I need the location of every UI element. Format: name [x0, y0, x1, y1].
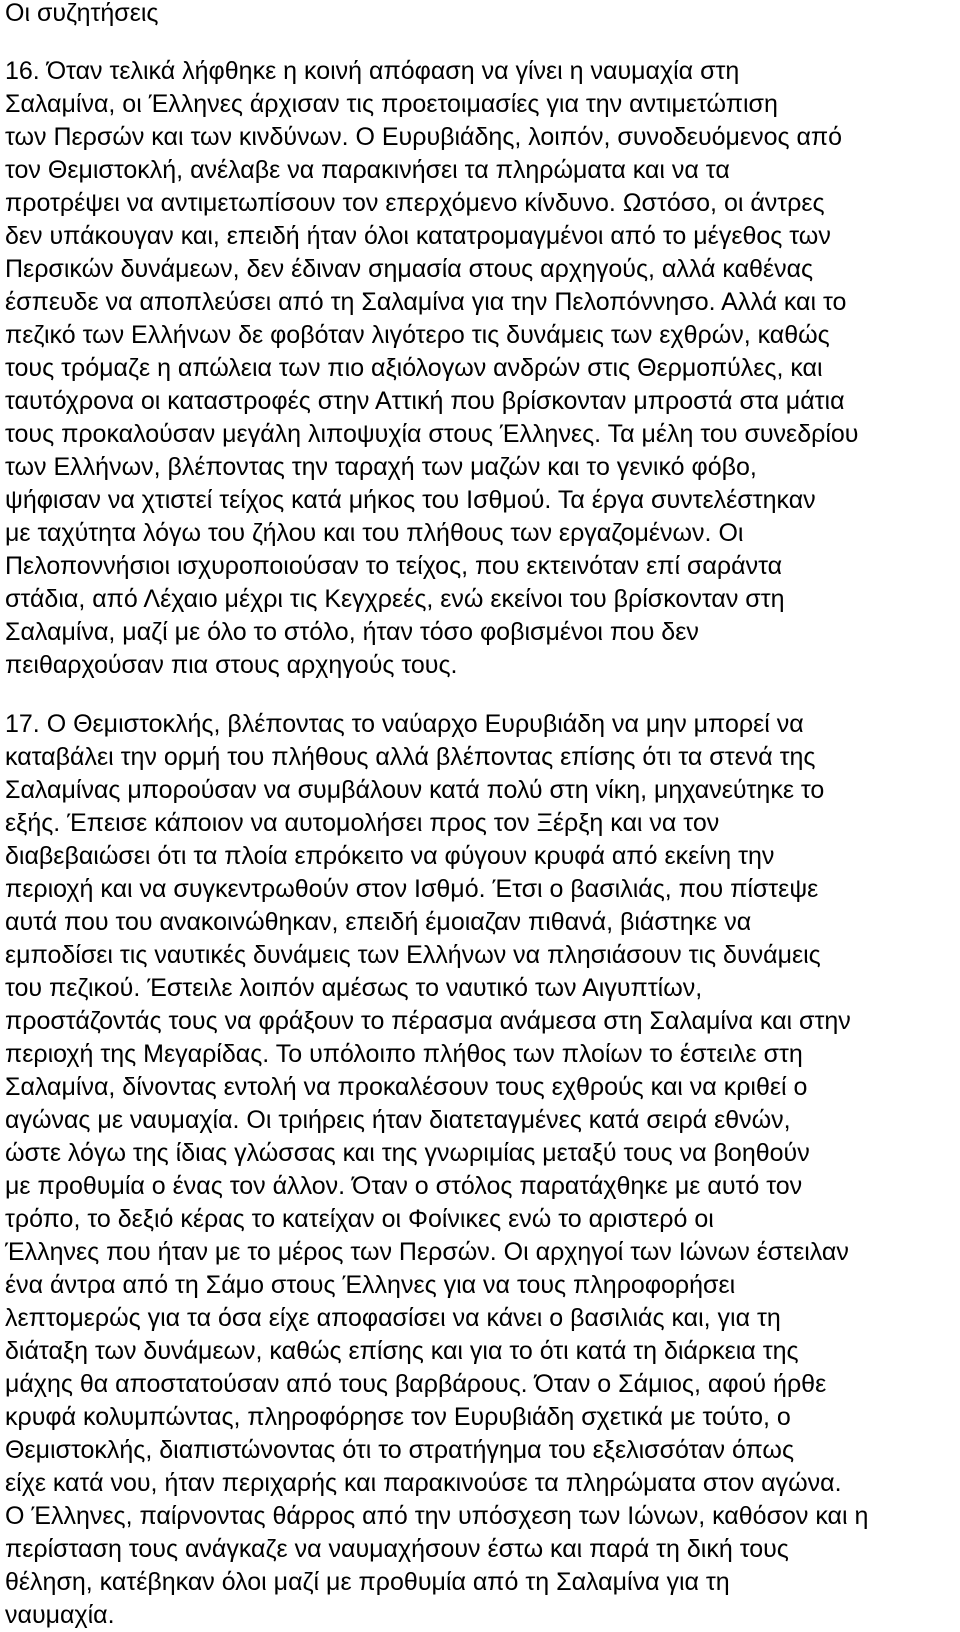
text-line: έσπευδε να αποπλεύσει από τη Σαλαμίνα για την Πελοπόννησο. Αλλά και το	[5, 288, 847, 316]
text-line: πεζικό των Ελλήνων δε φοβόταν λιγότερο τις δυνάμεις των εχθρών, καθώς	[5, 321, 830, 349]
text-line: περιοχή της Μεγαρίδας. Το υπόλοιπο πλήθος των πλοίων το έστειλε στη	[5, 1040, 803, 1068]
text-line: 16. Όταν τελικά λήφθηκε η κοινή απόφαση να γίνει η ναυμαχία στη	[5, 57, 740, 85]
text-line: λεπτομερώς για τα όσα είχε αποφασίσει να κάνει ο βασιλιάς και, για τη	[5, 1304, 781, 1332]
text-line: ναυμαχία.	[5, 1601, 115, 1629]
text-line: περιοχή και να συγκεντρωθούν στον Ισθμό. Έτσι ο βασιλιάς, που πίστεψε	[5, 875, 819, 903]
text-line: ώστε λόγω της ίδιας γλώσσας και της γνωριμίας μεταξύ τους να βοηθούν	[5, 1139, 810, 1167]
paragraph-16	[5, 55, 955, 682]
text-line: προστάζοντάς τους να φράξουν το πέρασμα ανάμεσα στη Σαλαμίνα και στην	[5, 1007, 851, 1035]
text-line: των Ελλήνων, βλέποντας την ταραχή των μαζών και το γενικό φόβο,	[5, 453, 757, 481]
document-page	[5, 0, 955, 1632]
text-line: Ο Έλληνες, παίρνοντας θάρρος από την υπόσχεση των Ιώνων, καθόσον και η	[5, 1502, 869, 1530]
text-line: περίσταση τους ανάγκαζε να ναυμαχήσουν έστω και παρά τη δική τους	[5, 1535, 789, 1563]
text-line: με προθυμία ο ένας τον άλλον. Όταν ο στόλος παρατάχθηκε με αυτό τον	[5, 1172, 803, 1200]
text-line: ψήφισαν να χτιστεί τείχος κατά μήκος του Ισθμού. Τα έργα συντελέστηκαν	[5, 486, 816, 514]
text-line: τρόπο, το δεξιό κέρας το κατείχαν οι Φοίνικες ενώ το αριστερό οι	[5, 1205, 714, 1233]
text-line: ταυτόχρονα οι καταστροφές στην Αττική που βρίσκονταν μπροστά στα μάτια	[5, 387, 845, 415]
text-line: εξής. Έπεισε κάποιον να αυτομολήσει προς τον Ξέρξη και να τον	[5, 809, 720, 837]
text-line: Έλληνες που ήταν με το μέρος των Περσών. Οι αρχηγοί των Ιώνων έστειλαν	[5, 1238, 849, 1266]
text-line: είχε κατά νου, ήταν περιχαρής και παρακινούσε τα πληρώματα στον αγώνα.	[5, 1469, 842, 1497]
text-line: κρυφά κολυμπώντας, πληροφόρησε τον Ευρυβιάδη σχετικά με τούτο, ο	[5, 1403, 791, 1431]
text-line: 17. Ο Θεμιστοκλής, βλέποντας το ναύαρχο Ευρυβιάδη να μην μπορεί να	[5, 710, 804, 738]
text-line: θέληση, κατέβηκαν όλοι μαζί με προθυμία από τη Σαλαμίνα για τη	[5, 1568, 730, 1596]
section-title: Οι συζητήσεις	[5, 0, 159, 27]
text-line: του πεζικού. Έστειλε λοιπόν αμέσως το ναυτικό των Αιγυπτίων,	[5, 974, 703, 1002]
text-line: Σαλαμίνα, μαζί με όλο το στόλο, ήταν τόσο φοβισμένοι που δεν	[5, 618, 699, 646]
text-line: Θεμιστοκλής, διαπιστώνοντας ότι το στρατήγημα του εξελισσόταν όπως	[5, 1436, 795, 1464]
text-line: στάδια, από Λέχαιο μέχρι τις Κεγχρεές, ενώ εκείνοι του βρίσκονταν στη	[5, 585, 785, 613]
text-line: καταβάλει την ορμή του πλήθους αλλά βλέποντας επίσης ότι τα στενά της	[5, 743, 816, 771]
text-line: Σαλαμίνας μπορούσαν να συμβάλουν κατά πολύ στη νίκη, μηχανεύτηκε το	[5, 776, 825, 804]
text-line: μάχης θα αποστατούσαν από τους βαρβάρους. Όταν ο Σάμιος, αφού ήρθε	[5, 1370, 827, 1398]
text-line: προτρέψει να αντιμετωπίσουν τον επερχόμενο κίνδυνο. Ωστόσο, οι άντρες	[5, 189, 825, 217]
text-line: αγώνας με ναυμαχία. Οι τριήρεις ήταν διατεταγμένες κατά σειρά εθνών,	[5, 1106, 791, 1134]
text-line: αυτά που του ανακοινώθηκαν, επειδή έμοιαζαν πιθανά, βιάστηκε να	[5, 908, 752, 936]
text-line: Περσικών δυνάμεων, δεν έδιναν σημασία στους αρχηγούς, αλλά καθένας	[5, 255, 814, 283]
text-line: Πελοποννήσιοι ισχυροποιούσαν το τείχος, που εκτεινόταν επί σαράντα	[5, 552, 783, 580]
text-line: δεν υπάκουγαν και, επειδή ήταν όλοι κατατρομαγμένοι από το μέγεθος των	[5, 222, 831, 250]
text-line: τους τρόμαζε η απώλεια των πιο αξιόλογων ανδρών στις Θερμοπύλες, και	[5, 354, 823, 382]
paragraph-17	[5, 708, 955, 1632]
text-line: Σαλαμίνα, δίνοντας εντολή να προκαλέσουν τους εχθρούς και να κριθεί ο	[5, 1073, 808, 1101]
text-line: διάταξη των δυνάμεων, καθώς επίσης και για το ότι κατά τη διάρκεια της	[5, 1337, 799, 1365]
text-line: τον Θεμιστοκλή, ανέλαβε να παρακινήσει τα πληρώματα και να τα	[5, 156, 730, 184]
text-line: με ταχύτητα λόγω του ζήλου και του πλήθους των εργαζομένων. Οι	[5, 519, 744, 547]
text-line: εμποδίσει τις ναυτικές δυνάμεις των Ελλήνων να πλησιάσουν τις δυνάμεις	[5, 941, 821, 969]
text-line: διαβεβαιώσει ότι τα πλοία επρόκειτο να φύγουν κρυφά από εκείνη την	[5, 842, 775, 870]
text-line: τους προκαλούσαν μεγάλη λιποψυχία στους Έλληνες. Τα μέλη του συνεδρίου	[5, 420, 859, 448]
text-line: Σαλαμίνα, οι Έλληνες άρχισαν τις προετοιμασίες για την αντιμετώπιση	[5, 90, 778, 118]
text-line: ένα άντρα από τη Σάμο στους Έλληνες για να τους πληροφορήσει	[5, 1271, 736, 1299]
text-line: πειθαρχούσαν πια στους αρχηγούς τους.	[5, 651, 458, 679]
text-line: των Περσών και των κινδύνων. Ο Ευρυβιάδης, λοιπόν, συνοδευόμενος από	[5, 123, 843, 151]
